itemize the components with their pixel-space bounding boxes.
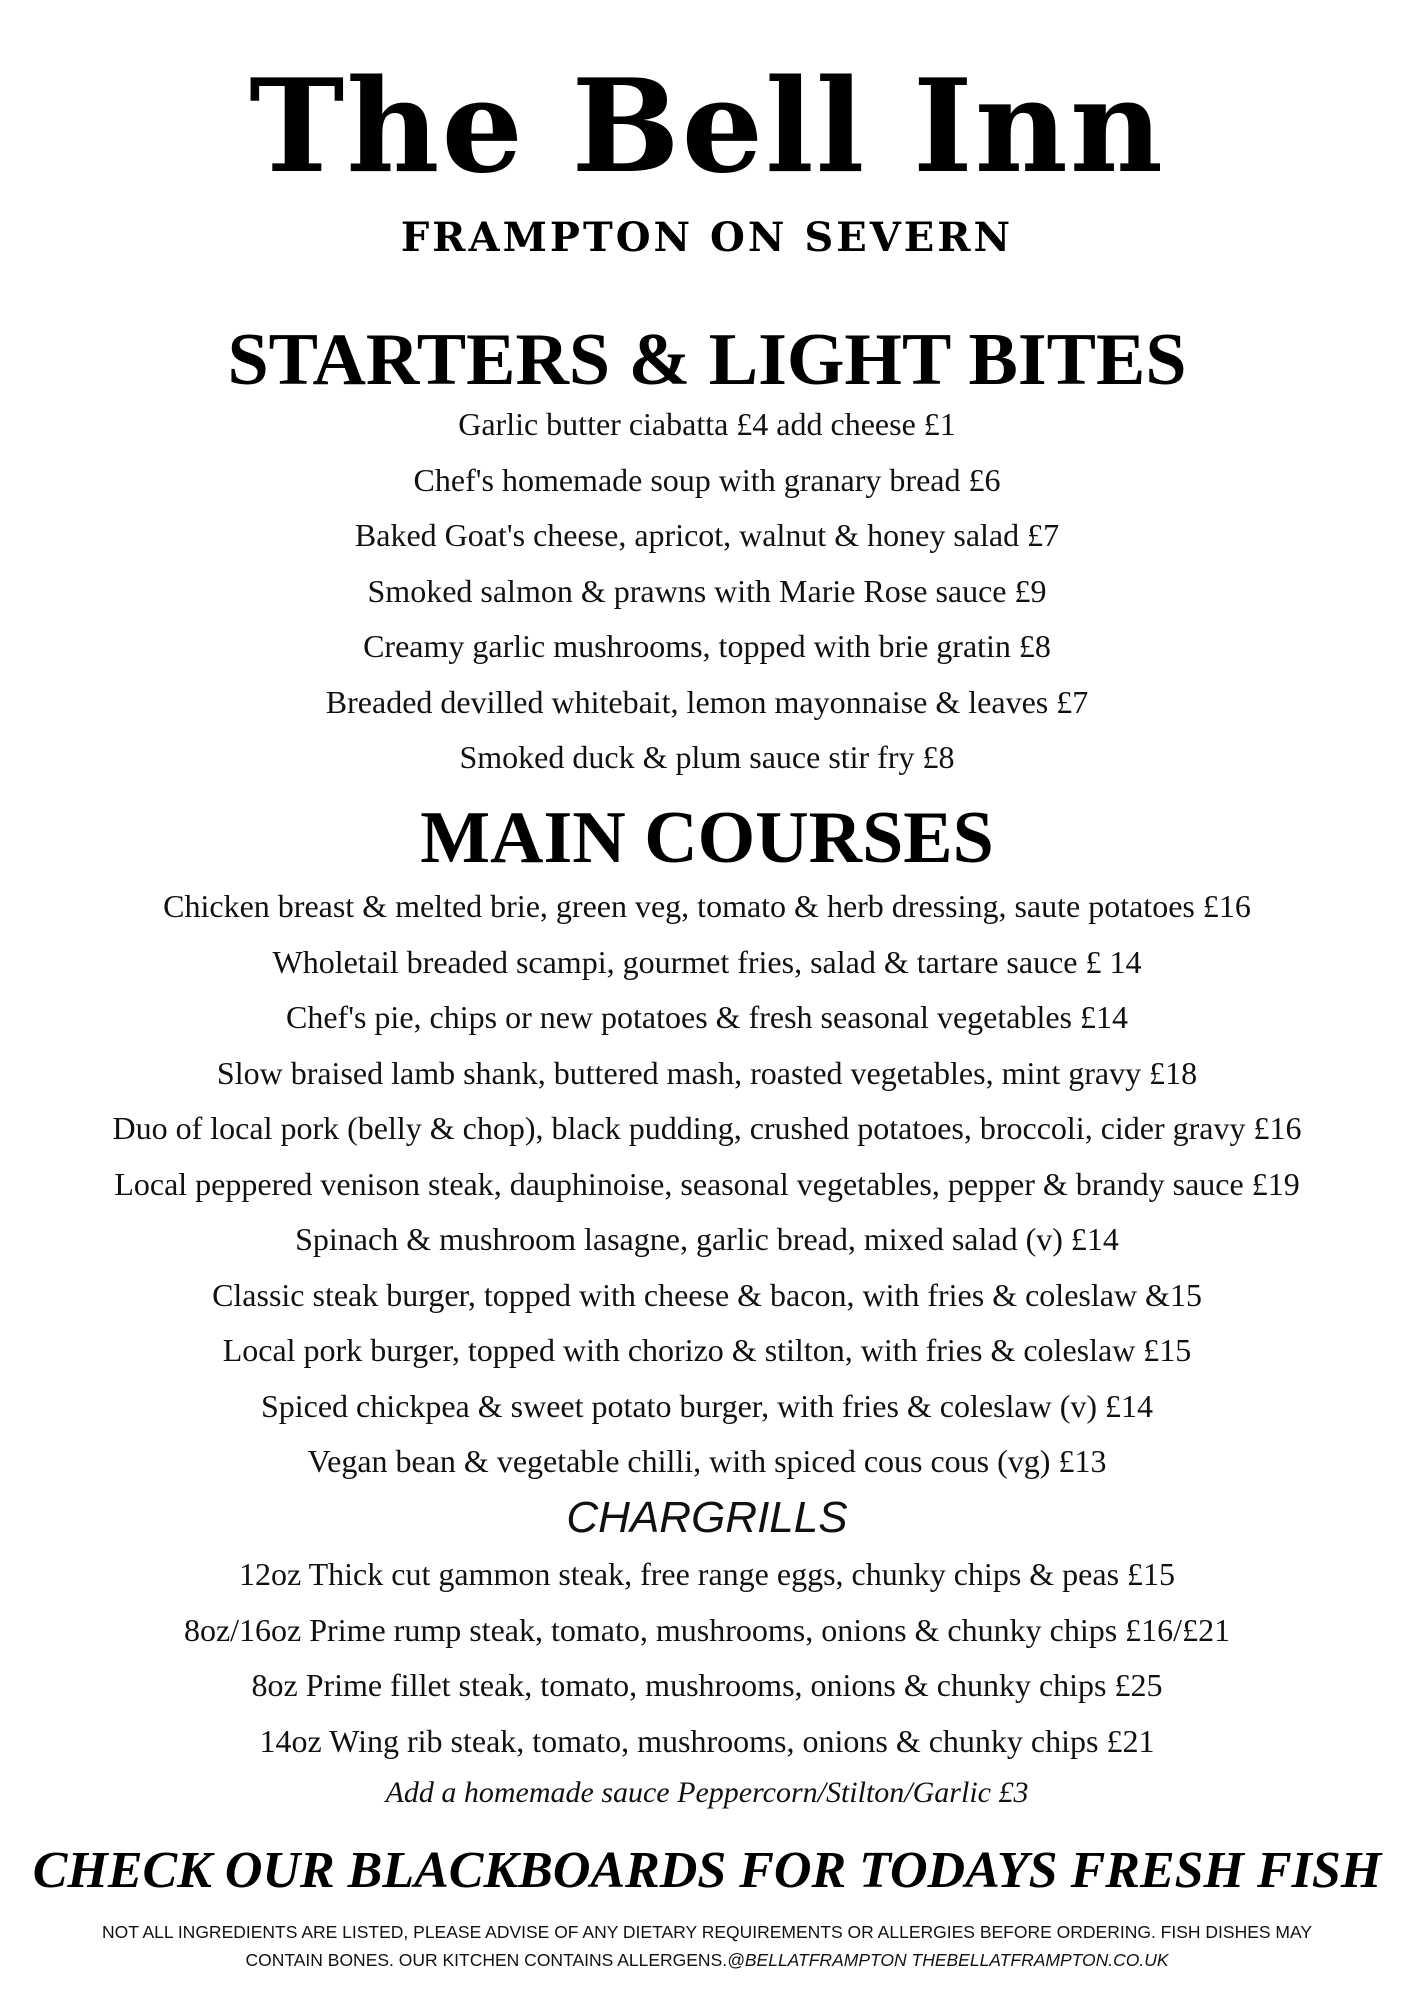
fresh-fish-banner: CHECK OUR BLACKBOARDS FOR TODAYS FRESH FISH bbox=[32, 1842, 1382, 1899]
menu-item: Smoked salmon & prawns with Marie Rose sauce £9 bbox=[367, 572, 1047, 609]
menu-item: Duo of local pork (belly & chop), black pudding, crushed potatoes, broccoli, cider gravy £16 bbox=[112, 1110, 1302, 1146]
menu-item: Creamy garlic mushrooms, topped with brie gratin £8 bbox=[363, 628, 1051, 664]
menu-item: Wholetail breaded scampi, gourmet fries, salad & tartare sauce £ 14 bbox=[272, 943, 1142, 980]
venue-title: The Bell Inn bbox=[249, 52, 1165, 202]
sauce-note: Add a homemade sauce Peppercorn/Stilton/Garlic £3 bbox=[385, 1776, 1029, 1809]
starters-list bbox=[0, 397, 1414, 786]
menu-item: Chef's homemade soup with granary bread £6 bbox=[413, 461, 1001, 498]
menu-item: Breaded devilled whitebait, lemon mayonnaise & leaves £7 bbox=[325, 683, 1089, 720]
menu-item: Spinach & mushroom lasagne, garlic bread, mixed salad (v) £14 bbox=[295, 1221, 1119, 1257]
menu-item: 8oz Prime fillet steak, tomato, mushrooms, onions & chunky chips £25 bbox=[251, 1667, 1163, 1703]
menu-item: Vegan bean & vegetable chilli, with spiced cous cous (vg) £13 bbox=[307, 1443, 1107, 1479]
menu-item: Slow braised lamb shank, buttered mash, roasted vegetables, mint gravy £18 bbox=[216, 1054, 1198, 1091]
website-link[interactable]: THEBELLATFRAMPTON.CO.UK bbox=[911, 1950, 1169, 1970]
chargrills-heading: CHARGRILLS bbox=[566, 1493, 848, 1542]
menu-item: 8oz/16oz Prime rump steak, tomato, mushrooms, onions & chunky chips £16/£21 bbox=[183, 1611, 1231, 1648]
chargrills-list bbox=[0, 1547, 1414, 1769]
allergen-disclaimer bbox=[90, 1918, 1324, 1974]
venue-location: FRAMPTON ON SEVERN bbox=[400, 214, 1014, 261]
menu-item: Smoked duck & plum sauce stir fry £8 bbox=[459, 739, 955, 775]
menu-item: 14oz Wing rib steak, tomato, mushrooms, onions & chunky chips £21 bbox=[259, 1722, 1155, 1759]
disclaimer-text: NOT ALL INGREDIENTS ARE LISTED, PLEASE ADVISE OF ANY DIETARY REQUIREMENTS OR ALLERGIES BEFORE ORDERING. FISH DISHES MAY CONTAIN BONES. OUR KITCHEN CONTAINS ALLERGENS. bbox=[101, 1922, 1313, 1970]
menu-item: Local peppered venison steak, dauphinoise, seasonal vegetables, pepper & brandy sauce £19 bbox=[114, 1165, 1300, 1202]
menu-item: Chef's pie, chips or new potatoes & fresh seasonal vegetables £14 bbox=[286, 999, 1128, 1035]
menu-item: Local pork burger, topped with chorizo & stilton, with fries & coleslaw £15 bbox=[222, 1332, 1192, 1368]
menu-item: Classic steak burger, topped with cheese & bacon, with fries & coleslaw &15 bbox=[212, 1276, 1202, 1313]
social-handle: @BELLATFRAMPTON bbox=[727, 1950, 907, 1970]
mains-list bbox=[0, 879, 1414, 1490]
menu-item: Baked Goat's cheese, apricot, walnut & honey salad £7 bbox=[354, 517, 1060, 553]
menu-item: Spiced chickpea & sweet potato burger, with fries & coleslaw (v) £14 bbox=[260, 1387, 1154, 1424]
menu-item: Chicken breast & melted brie, green veg, tomato & herb dressing, saute potatoes £16 bbox=[163, 888, 1251, 924]
starters-heading: STARTERS & LIGHT BITES bbox=[227, 319, 1187, 401]
mains-heading: MAIN COURSES bbox=[420, 797, 994, 879]
menu-item: 12oz Thick cut gammon steak, free range eggs, chunky chips & peas £15 bbox=[238, 1556, 1176, 1592]
menu-item: Garlic butter ciabatta £4 add cheese £1 bbox=[458, 406, 956, 442]
